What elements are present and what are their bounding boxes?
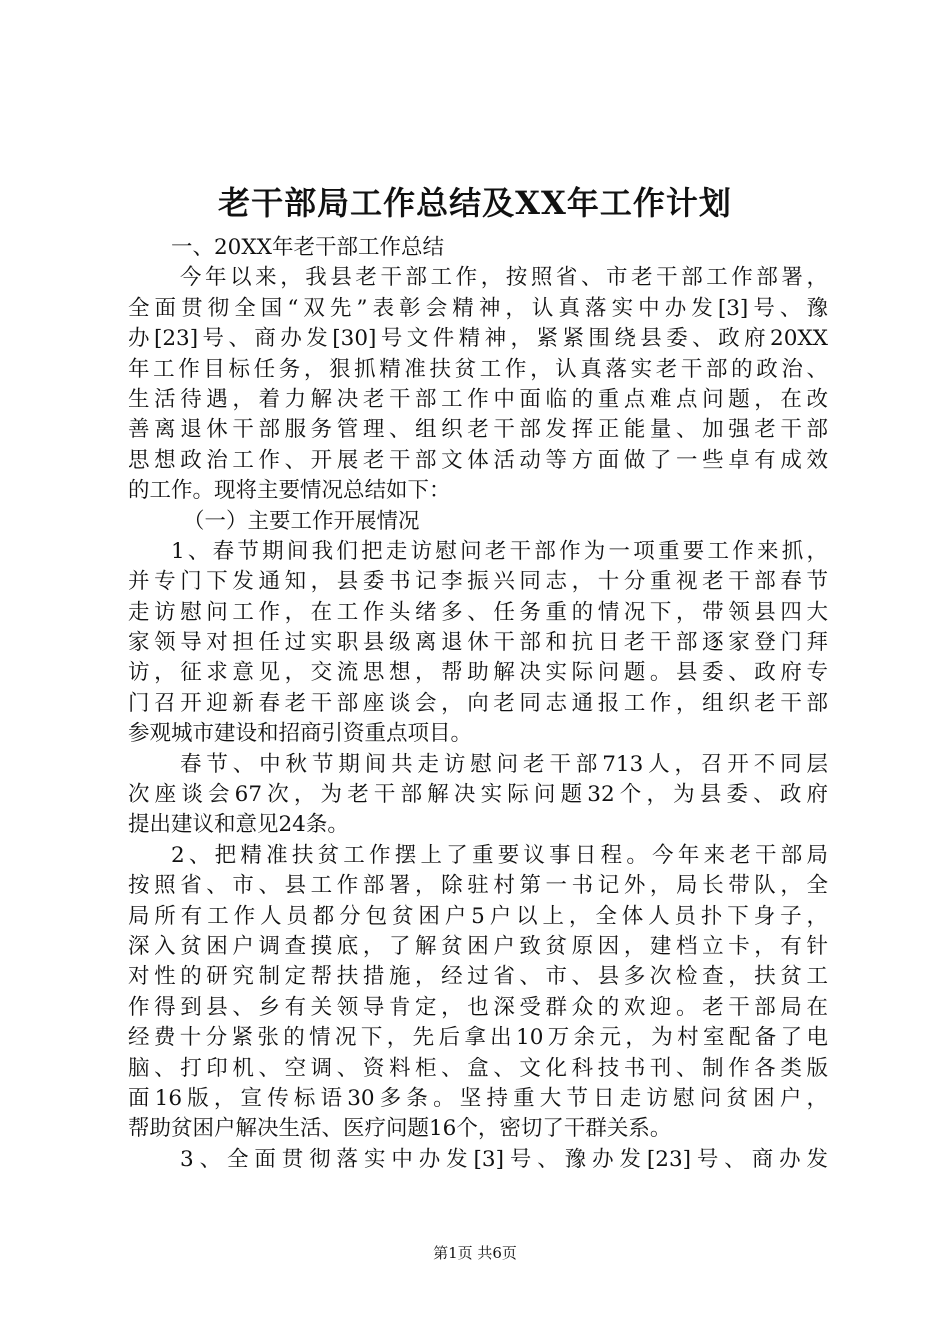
paragraph-line: 3、全面贯彻落实中办发[3]号、豫办发[23]号、商办发	[180, 1146, 828, 1172]
paragraph-line: 帮助贫困户解决生活、医疗问题16个，密切了干群关系。	[128, 1116, 672, 1142]
paragraph-line: 办[23]号、商办发[30]号文件精神，紧紧围绕县委、政府20XX	[128, 326, 828, 352]
paragraph-line: 今年以来，我县老干部工作，按照省、市老干部工作部署，	[180, 265, 828, 291]
paragraph-line: 局所有工作人员都分包贫困户5户以上，全体人员扑下身子，	[128, 903, 828, 929]
paragraph-line: 家领导对担任过实职县级离退休干部和抗日老干部逐家登门拜	[128, 630, 828, 656]
document-body	[128, 233, 828, 1175]
paragraph-line: 春节、中秋节期间共走访慰问老干部713人，召开不同层	[180, 751, 828, 777]
paragraph-line: 2、把精准扶贫工作摆上了重要议事日程。今年来老干部局	[171, 842, 828, 868]
paragraph-line: 深入贫困户调查摸底，了解贫困户致贫原因，建档立卡，有针	[128, 933, 828, 959]
subsection-heading: （一）主要工作开展情况	[183, 508, 420, 534]
document-title: 老干部局工作总结及XX年工作计划	[218, 184, 732, 222]
section-heading: 一、20XX年老干部工作总结	[171, 235, 444, 260]
paragraph-line: 对性的研究制定帮扶措施，经过省、市、县多次检查，扶贫工	[128, 964, 828, 990]
paragraph-line: 作得到县、乡有关领导肯定，也深受群众的欢迎。老干部局在	[128, 994, 828, 1020]
page-footer: 第1页 共6页	[433, 1244, 517, 1262]
paragraph-line: 经费十分紧张的情况下，先后拿出10万余元，为村室配备了电	[128, 1025, 828, 1051]
paragraph-line: 按照省、市、县工作部署，除驻村第一书记外，局长带队，全	[128, 873, 828, 899]
paragraph-line: 脑、打印机、空调、资料柜、盒、文化科技书刊、制作各类版	[128, 1055, 828, 1081]
paragraph-line: 走访慰问工作，在工作头绪多、任务重的情况下，带领县四大	[128, 599, 828, 625]
paragraph-line: 的工作。现将主要情况总结如下：	[128, 478, 451, 504]
paragraph-line: 并专门下发通知，县委书记李振兴同志，十分重视老干部春节	[128, 569, 828, 595]
paragraph-line: 善离退休干部服务管理、组织老干部发挥正能量、加强老干部	[128, 417, 828, 443]
paragraph-line: 思想政治工作、开展老干部文体活动等方面做了一些卓有成效	[128, 447, 828, 473]
paragraph-line: 面16版，宣传标语30多条。坚持重大节日走访慰问贫困户，	[128, 1085, 828, 1111]
paragraph-line: 全面贯彻全国“双先”表彰会精神，认真落实中办发[3]号、豫	[128, 295, 828, 321]
paragraph-line: 1、春节期间我们把走访慰问老干部作为一项重要工作来抓，	[171, 538, 828, 564]
paragraph-line: 生活待遇，着力解决老干部工作中面临的重点难点问题，在改	[128, 386, 828, 412]
paragraph-line: 次座谈会67次，为老干部解决实际问题32个，为县委、政府	[128, 782, 828, 808]
paragraph-line: 访，征求意见，交流思想，帮助解决实际问题。县委、政府专	[128, 660, 828, 686]
paragraph-line: 参观城市建设和招商引资重点项目。	[128, 721, 473, 747]
paragraph-line: 年工作目标任务，狠抓精准扶贫工作，认真落实老干部的政治、	[128, 356, 828, 382]
paragraph-line: 提出建议和意见24条。	[128, 812, 349, 838]
paragraph-line: 门召开迎新春老干部座谈会，向老同志通报工作，组织老干部	[128, 690, 828, 716]
